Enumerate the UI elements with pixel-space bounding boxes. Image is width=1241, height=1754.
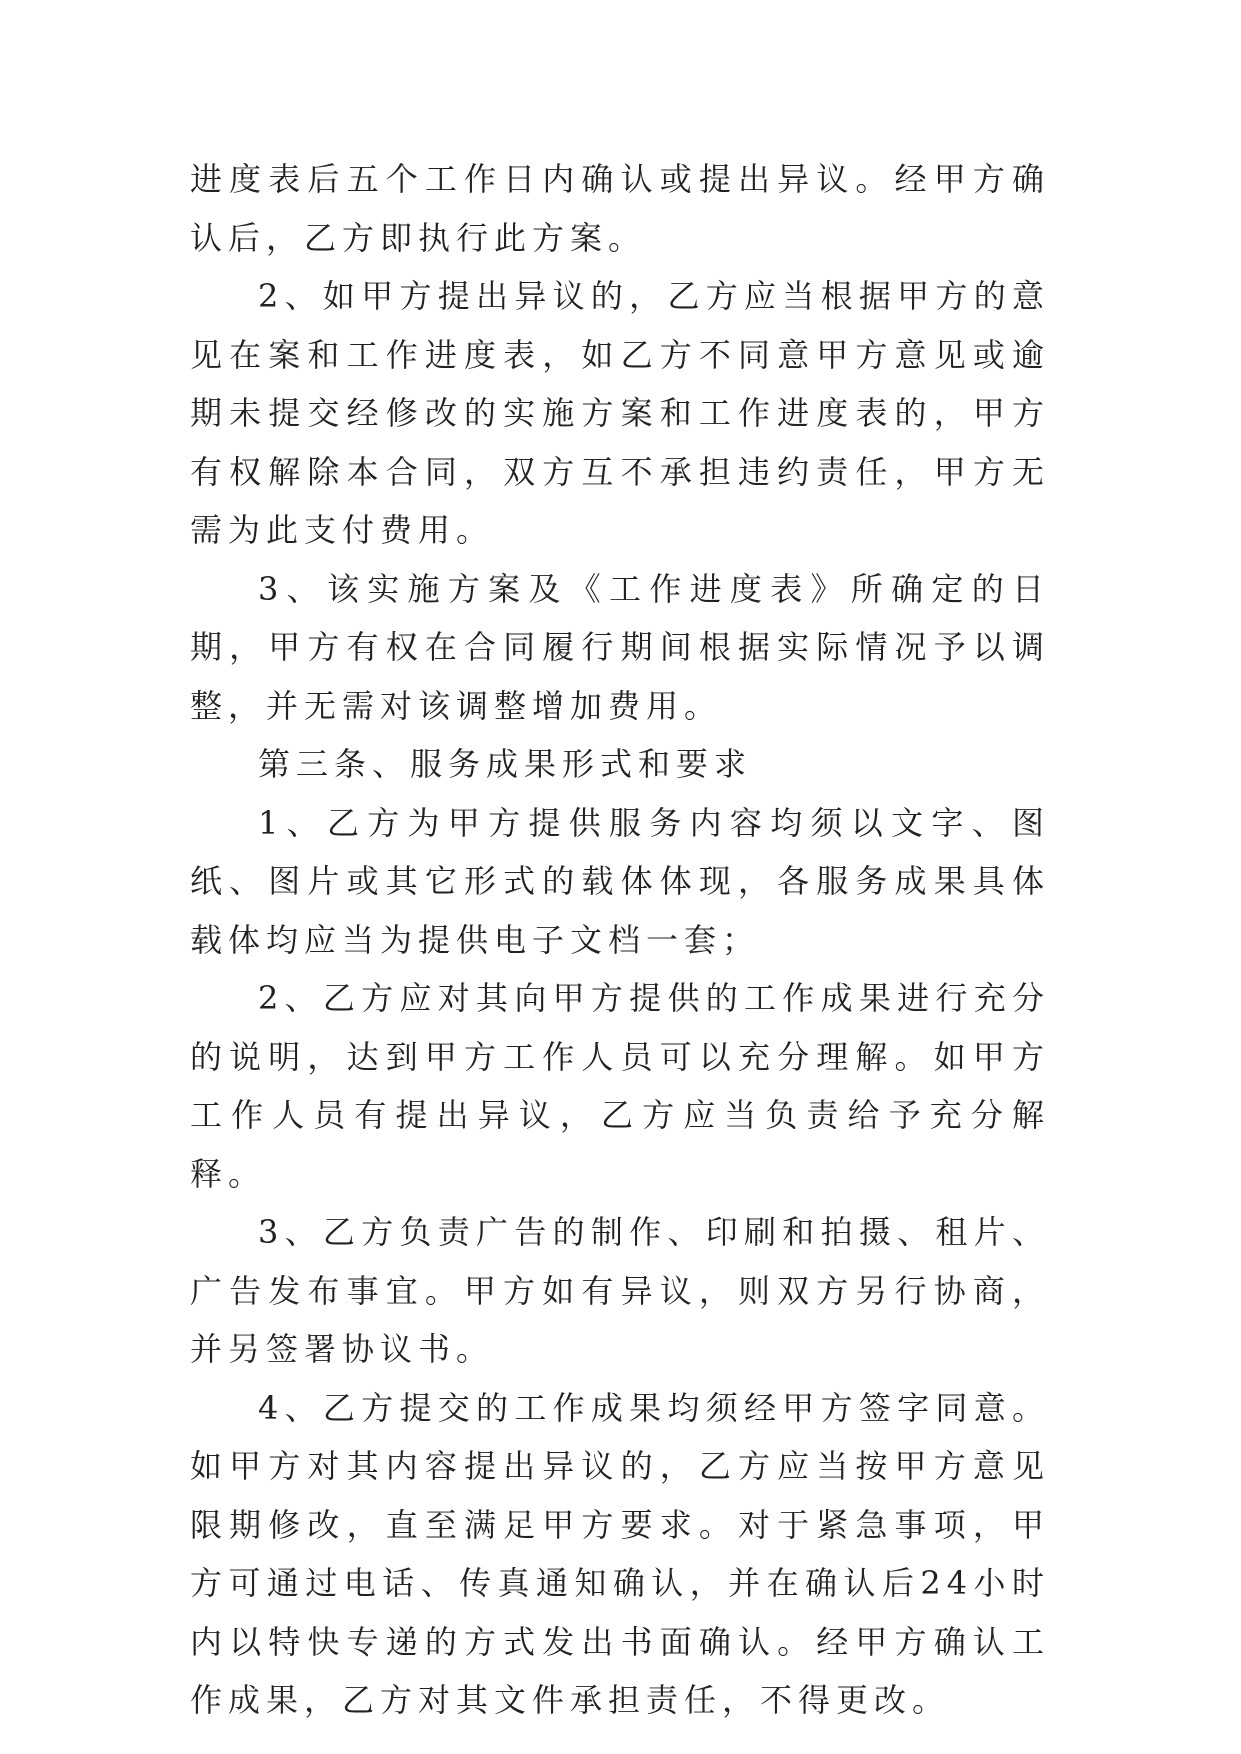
- paragraph-item-2-objection: 2、如甲方提出异议的，乙方应当根据甲方的意见在案和工作进度表，如乙方不同意甲方意见或逾期未提交经修改的实施方案和工作进度表的，甲方有权解除本合同，双方互不承担违约责任，甲方无需为此支付费用。: [190, 277, 1050, 549]
- paragraph-item-2-explanation: 2、乙方应对其向甲方提供的工作成果进行充分的说明，达到甲方工作人员可以充分理解。如甲方工作人员有提出异议，乙方应当负责给予充分解释。: [190, 979, 1050, 1193]
- paragraph-continued-schedule: 进度表后五个工作日内确认或提出异议。经甲方确认后，乙方即执行此方案。: [190, 160, 1050, 257]
- paragraph-item-1-deliverable-form: 1、乙方为甲方提供服务内容均须以文字、图纸、图片或其它形式的载体体现，各服务成果具体载体均应当为提供电子文档一套；: [190, 803, 1050, 959]
- document-body: [190, 150, 1050, 1730]
- paragraph-item-3-schedule-adjustment: 3、该实施方案及《工作进度表》所确定的日期，甲方有权在合同履行期间根据实际情况予以调整，并无需对该调整增加费用。: [190, 569, 1050, 725]
- section-heading-article-3: 第三条、服务成果形式和要求: [258, 745, 753, 783]
- paragraph-item-4-approval: 4、乙方提交的工作成果均须经甲方签字同意。如甲方对其内容提出异议的，乙方应当按甲方意见限期修改，直至满足甲方要求。对于紧急事项，甲方可通过电话、传真通知确认，并在确认后24小时内以特快专递的方式发出书面确认。经甲方确认工作成果，乙方对其文件承担责任，不得更改。: [190, 1388, 1050, 1719]
- paragraph-item-3-advertising: 3、乙方负责广告的制作、印刷和拍摄、租片、广告发布事宜。甲方如有异议，则双方另行协商，并另签署协议书。: [190, 1213, 1050, 1368]
